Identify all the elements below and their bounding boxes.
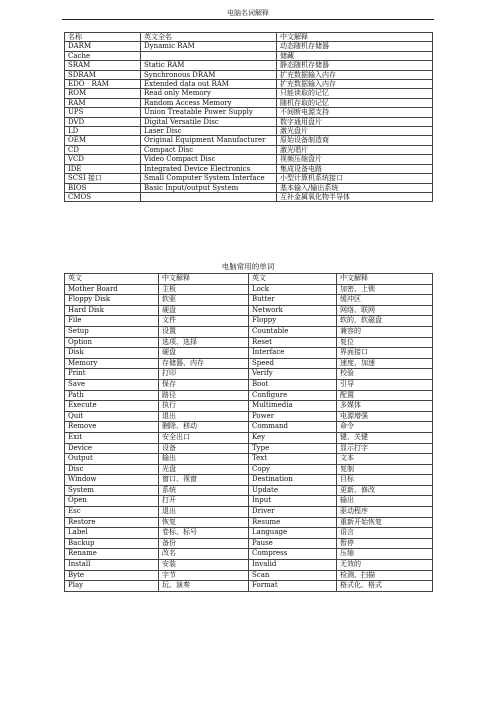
table-row [65,42,433,51]
table-cell: 打开 [159,496,249,507]
table-cell: 小型计算机系统接口 [277,174,433,183]
table-row [65,136,433,145]
table-cell: 引导 [337,379,433,390]
table-cell: 玩、演奏 [159,581,249,592]
table-cell: 文件 [159,316,249,327]
table-cell: 退出 [159,411,249,422]
table-cell: 中文解释 [337,274,433,285]
table-row [65,316,433,327]
table-cell: 安装 [159,560,249,571]
common-words-table [64,273,433,592]
table-cell: 加密、上锁 [337,284,433,295]
table-cell: Random Access Memory [141,98,277,107]
table-cell: Dynamic RAM [141,42,277,51]
table-cell: 设置 [159,326,249,337]
table-cell: 文本 [337,454,433,465]
table-cell: 保存 [159,379,249,390]
table-cell: 设备 [159,443,249,454]
table-cell: Format [249,581,337,592]
table-cell: Open [65,496,159,507]
table-row [65,164,433,173]
table-cell: 执行 [159,401,249,412]
table-cell: OEM [65,136,141,145]
table-row [65,337,433,348]
table-cell: 硬盘 [159,348,249,359]
table-cell: 窗口、视窗 [159,475,249,486]
table-cell: System [65,485,159,496]
table-cell: IDE [65,164,141,173]
table-cell: 硬盘 [159,305,249,316]
table-cell: Speed [249,358,337,369]
table-cell: Restore [65,517,159,528]
table-cell: Copy [249,464,337,475]
table-cell: 扩充数据输入内存 [277,80,433,89]
header-rule [62,19,434,20]
table-cell: 改名 [159,549,249,560]
table-cell: 界面接口 [337,348,433,359]
table-cell: Update [249,485,337,496]
table-cell: 英文 [249,274,337,285]
table-cell: Union Treatable Power Supply [141,108,277,117]
table-cell: 压缩 [337,549,433,560]
table-row [65,475,433,486]
table-cell: Save [65,379,159,390]
table-row [65,560,433,571]
table-cell: 恢复 [159,517,249,528]
table-row [65,358,433,369]
table-header-row [65,33,433,42]
table-cell: 静态随机存储器 [277,61,433,70]
table-cell: EDO RAM [65,80,141,89]
table-cell: 语言 [337,528,433,539]
table-cell: 电源增强 [337,411,433,422]
table-cell: 缓冲区 [337,295,433,306]
table-cell: 卷标、标号 [159,528,249,539]
table-cell: 驱动程序 [337,507,433,518]
table-cell: 复位 [337,337,433,348]
table-cell: Laser Disc [141,127,277,136]
table-cell: 存储器、内存 [159,358,249,369]
table-row [65,528,433,539]
table-cell: Setup [65,326,159,337]
table-cell: 原始设备制造商 [277,136,433,145]
table-cell: 不间断电源支持 [277,108,433,117]
table-cell: Remove [65,422,159,433]
table-cell: Multimedia [249,401,337,412]
table-cell: 暂停 [337,538,433,549]
table-cell: 删除、移动 [159,422,249,433]
table-row [65,295,433,306]
table-cell: DARM [65,42,141,51]
table-cell: 路径 [159,390,249,401]
table-cell: 输出 [159,454,249,465]
table-cell: RAM [65,98,141,107]
table-cell: Interface [249,348,337,359]
table-cell: 互补金属氧化物半导体 [277,192,433,201]
table-cell: Extended data out RAM [141,80,277,89]
table-row [65,390,433,401]
table-cell: 集成设备电路 [277,164,433,173]
table-cell: Backup [65,538,159,549]
table-cell: Memory [65,358,159,369]
table-cell: 备份 [159,538,249,549]
page-header-title: 电脑名词解释 [227,9,269,17]
table-row [65,369,433,380]
table-cell: Input [249,496,337,507]
table-cell [141,192,277,201]
table-cell: 激光盘片 [277,127,433,136]
table-cell: 软驱 [159,295,249,306]
table-cell: 命令 [337,422,433,433]
table-cell: Text [249,454,337,465]
table-cell: 动态随机存储器 [277,42,433,51]
table-cell: 数字通用盘片 [277,117,433,126]
table-row [65,127,433,136]
table-cell: 光盘 [159,464,249,475]
table-cell: LD [65,127,141,136]
table-cell: Original Equipment Manufacturer [141,136,277,145]
table-cell: 复制 [337,464,433,475]
table-row [65,379,433,390]
table-row [65,411,433,422]
table-cell: Static RAM [141,61,277,70]
table-cell: 输出 [337,496,433,507]
table-cell: 中文解释 [159,274,249,285]
table-cell: Label [65,528,159,539]
table-row [65,51,433,60]
table-cell: Exit [65,432,159,443]
table-cell: ROM [65,89,141,98]
table-cell: 主板 [159,284,249,295]
table-cell: Disc [65,464,159,475]
table-cell: 更新、修改 [337,485,433,496]
table-cell: Digital Versatile Disc [141,117,277,126]
table-cell: Install [65,560,159,571]
table-cell: 检测、扫描 [337,570,433,581]
table-row [65,549,433,560]
table-row [65,117,433,126]
table-cell: Type [249,443,337,454]
table-cell: Compress [249,549,337,560]
table-cell: 扩充数据输入内存 [277,70,433,79]
table-cell: Key [249,432,337,443]
table-row [65,183,433,192]
table-cell: Compact Disc [141,145,277,154]
table-cell: Cache [65,51,141,60]
table-row [65,326,433,337]
table-cell: Configure [249,390,337,401]
table-cell: 校验 [337,369,433,380]
table-cell: Small Computer System Interface [141,174,277,183]
table-row [65,155,433,164]
table-cell: 储藏 [277,51,433,60]
table-cell: Window [65,475,159,486]
table-cell: Floppy Disk [65,295,159,306]
table-cell: 无效的 [337,560,433,571]
table-cell: Reset [249,337,337,348]
table-row [65,538,433,549]
table-cell: 显示打字 [337,443,433,454]
abbreviation-table [64,32,433,202]
table-cell: 视频压缩盘片 [277,155,433,164]
section-title: 电脑常用的单词 [221,262,275,271]
table-cell: Device [65,443,159,454]
table-row [65,108,433,117]
table-cell: Quit [65,411,159,422]
table-cell: Hard Disk [65,305,159,316]
table-cell: Integrated Device Electronics [141,164,277,173]
table-cell: 配置 [337,390,433,401]
table-cell: Esc [65,507,159,518]
table-cell: SRAM [65,61,141,70]
table-row [65,284,433,295]
table-row [65,517,433,528]
table-cell: 键、关键 [337,432,433,443]
table-row [65,401,433,412]
table-row [65,145,433,154]
table-cell: Byte [65,570,159,581]
table-cell: VCD [65,155,141,164]
table-cell: 系统 [159,485,249,496]
table-cell: 英文 [65,274,159,285]
table-cell: SCSI 接口 [65,174,141,183]
table-cell: Option [65,337,159,348]
table-cell: Basic Input/output System [141,183,277,192]
table-cell: 名称 [65,33,141,42]
table-cell: 英文全名 [141,33,277,42]
table-cell: 只能读取的记忆 [277,89,433,98]
table-cell: Rename [65,549,159,560]
table-row [65,454,433,465]
table-row [65,485,433,496]
table-cell: 打印 [159,369,249,380]
table-cell: 速度、加速 [337,358,433,369]
table-cell: Output [65,454,159,465]
table-cell [141,51,277,60]
table-cell: 选项、选择 [159,337,249,348]
table-cell: BIOS [65,183,141,192]
table-row [65,422,433,433]
table-cell: 安全出口 [159,432,249,443]
table-cell: Power [249,411,337,422]
table-row [65,570,433,581]
table-row [65,70,433,79]
table-cell: 目标 [337,475,433,486]
table-cell: Boot [249,379,337,390]
table-cell: Scan [249,570,337,581]
table-cell: Invalid [249,560,337,571]
table-cell: Disk [65,348,159,359]
table-cell: Network [249,305,337,316]
table-row [65,496,433,507]
table-row [65,61,433,70]
table-row [65,305,433,316]
table-cell: 网络、联网 [337,305,433,316]
table-cell: 基本输入/输出系统 [277,183,433,192]
table-cell: 中文解释 [277,33,433,42]
table-cell: 兼容的 [337,326,433,337]
table-row [65,581,433,592]
table-row [65,174,433,183]
table-cell: Read only Memory [141,89,277,98]
table-row [65,507,433,518]
table-cell: File [65,316,159,327]
table-cell: Execute [65,401,159,412]
table-cell: Mother Board [65,284,159,295]
table-cell: 退出 [159,507,249,518]
table-cell: Language [249,528,337,539]
table-cell: Synchronous DRAM [141,70,277,79]
table-cell: Video Compact Disc [141,155,277,164]
table-row [65,348,433,359]
table-cell: 激光唱片 [277,145,433,154]
table-cell: Floppy [249,316,337,327]
table-row [65,464,433,475]
table-cell: CMOS [65,192,141,201]
table-cell: 字节 [159,570,249,581]
table-cell: Pause [249,538,337,549]
table-row [65,98,433,107]
table-cell: Play [65,581,159,592]
table-cell: 软的，软磁盘 [337,316,433,327]
table-cell: 重新开始恢复 [337,517,433,528]
table-header-row [65,274,433,285]
table-cell: Lock [249,284,337,295]
table-cell: CD [65,145,141,154]
table-cell: Verify [249,369,337,380]
table-cell: 格式化、格式 [337,581,433,592]
table-cell: UPS [65,108,141,117]
table-cell: Butter [249,295,337,306]
table-row [65,443,433,454]
table-cell: Resume [249,517,337,528]
table-cell: 随机存取的记忆 [277,98,433,107]
table-row [65,89,433,98]
table-cell: Driver [249,507,337,518]
table-cell: Command [249,422,337,433]
table-row [65,192,433,201]
table-cell: Countable [249,326,337,337]
table-row [65,80,433,89]
table-cell: Print [65,369,159,380]
table-cell: 多媒体 [337,401,433,412]
table-cell: Destination [249,475,337,486]
table-row [65,432,433,443]
table-cell: SDRAM [65,70,141,79]
table-cell: Path [65,390,159,401]
table-cell: DVD [65,117,141,126]
